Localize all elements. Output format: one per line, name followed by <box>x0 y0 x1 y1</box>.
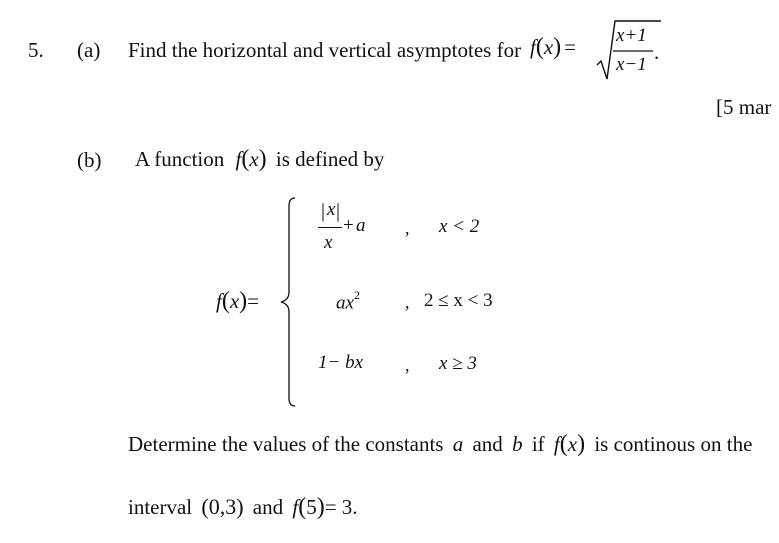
case2-expression <box>336 290 360 314</box>
piecewise-lhs: f(x)= <box>216 288 260 314</box>
interval-value: (0,3) <box>201 494 244 519</box>
const-b: b <box>512 432 523 456</box>
sqrt-numerator: x+1 <box>616 25 647 46</box>
const-a: a <box>452 432 464 456</box>
pw-x: x <box>229 289 240 313</box>
case3-comma: , <box>405 355 410 375</box>
func-equals: = <box>564 35 577 59</box>
left-brace-icon <box>278 196 298 408</box>
interval-line: interval (0,3) and f(5)= 3. <box>128 494 358 520</box>
if-text: if <box>531 432 545 456</box>
case2-comma: , <box>405 292 410 312</box>
case1-comma: , <box>405 218 410 238</box>
and-1: and <box>472 432 503 456</box>
pw-f: f <box>216 289 222 313</box>
case1-fraction-line <box>318 227 342 228</box>
part-b-label: (b) <box>77 148 102 172</box>
determine-text: Determine the values of the constants <box>128 432 444 456</box>
case1-abs-bar-left: | <box>321 200 326 222</box>
sqrt-denominator: x−1 <box>616 54 647 75</box>
part-b-intro-text: A function <box>135 147 225 171</box>
case2-a: a <box>336 292 346 314</box>
part-b-intro-tail: is defined by <box>275 147 385 171</box>
func-f: f <box>530 35 536 59</box>
det-f: f <box>553 432 560 456</box>
determine-tail: is continous on the <box>594 432 753 456</box>
and-2: and <box>252 495 284 519</box>
question-number: 5. <box>28 38 44 62</box>
intro-x: x <box>249 147 259 171</box>
case3-expression: 1− bx <box>318 352 364 373</box>
pw-equals: = <box>247 289 260 313</box>
case1-abs-bar-right: | <box>336 200 341 222</box>
case1-plus: + <box>343 215 354 236</box>
part-a-period: . <box>654 40 660 64</box>
interval-text: interval <box>128 495 193 519</box>
part-a-function: f(x) = <box>530 34 577 60</box>
determine-line: Determine the values of the constants a and b if f(x) is continous on the <box>128 431 753 457</box>
func-x: x <box>543 35 554 59</box>
case2-exponent: 2 <box>353 288 360 302</box>
cond-rhs: = 3. <box>324 495 358 519</box>
case2-x: x <box>345 292 354 314</box>
case1-abs-x: x <box>327 199 336 220</box>
case1-denominator: x <box>324 232 333 253</box>
part-a-text: Find the horizontal and vertical asymptotes for <box>128 38 522 62</box>
cond-arg: 5 <box>306 495 317 519</box>
part-a-label: (a) <box>77 38 101 62</box>
cond-f: f <box>292 495 299 519</box>
case2-condition: 2 ≤ x < 3 <box>424 290 493 311</box>
case1-condition: x < 2 <box>439 216 480 237</box>
marks-label: [5 mar <box>716 95 772 119</box>
case1-a: a <box>356 215 366 236</box>
det-x: x <box>567 432 578 456</box>
case3-condition: x ≥ 3 <box>439 353 477 374</box>
intro-f: f <box>235 147 242 171</box>
part-b-intro: A function f(x) is defined by <box>135 146 385 172</box>
